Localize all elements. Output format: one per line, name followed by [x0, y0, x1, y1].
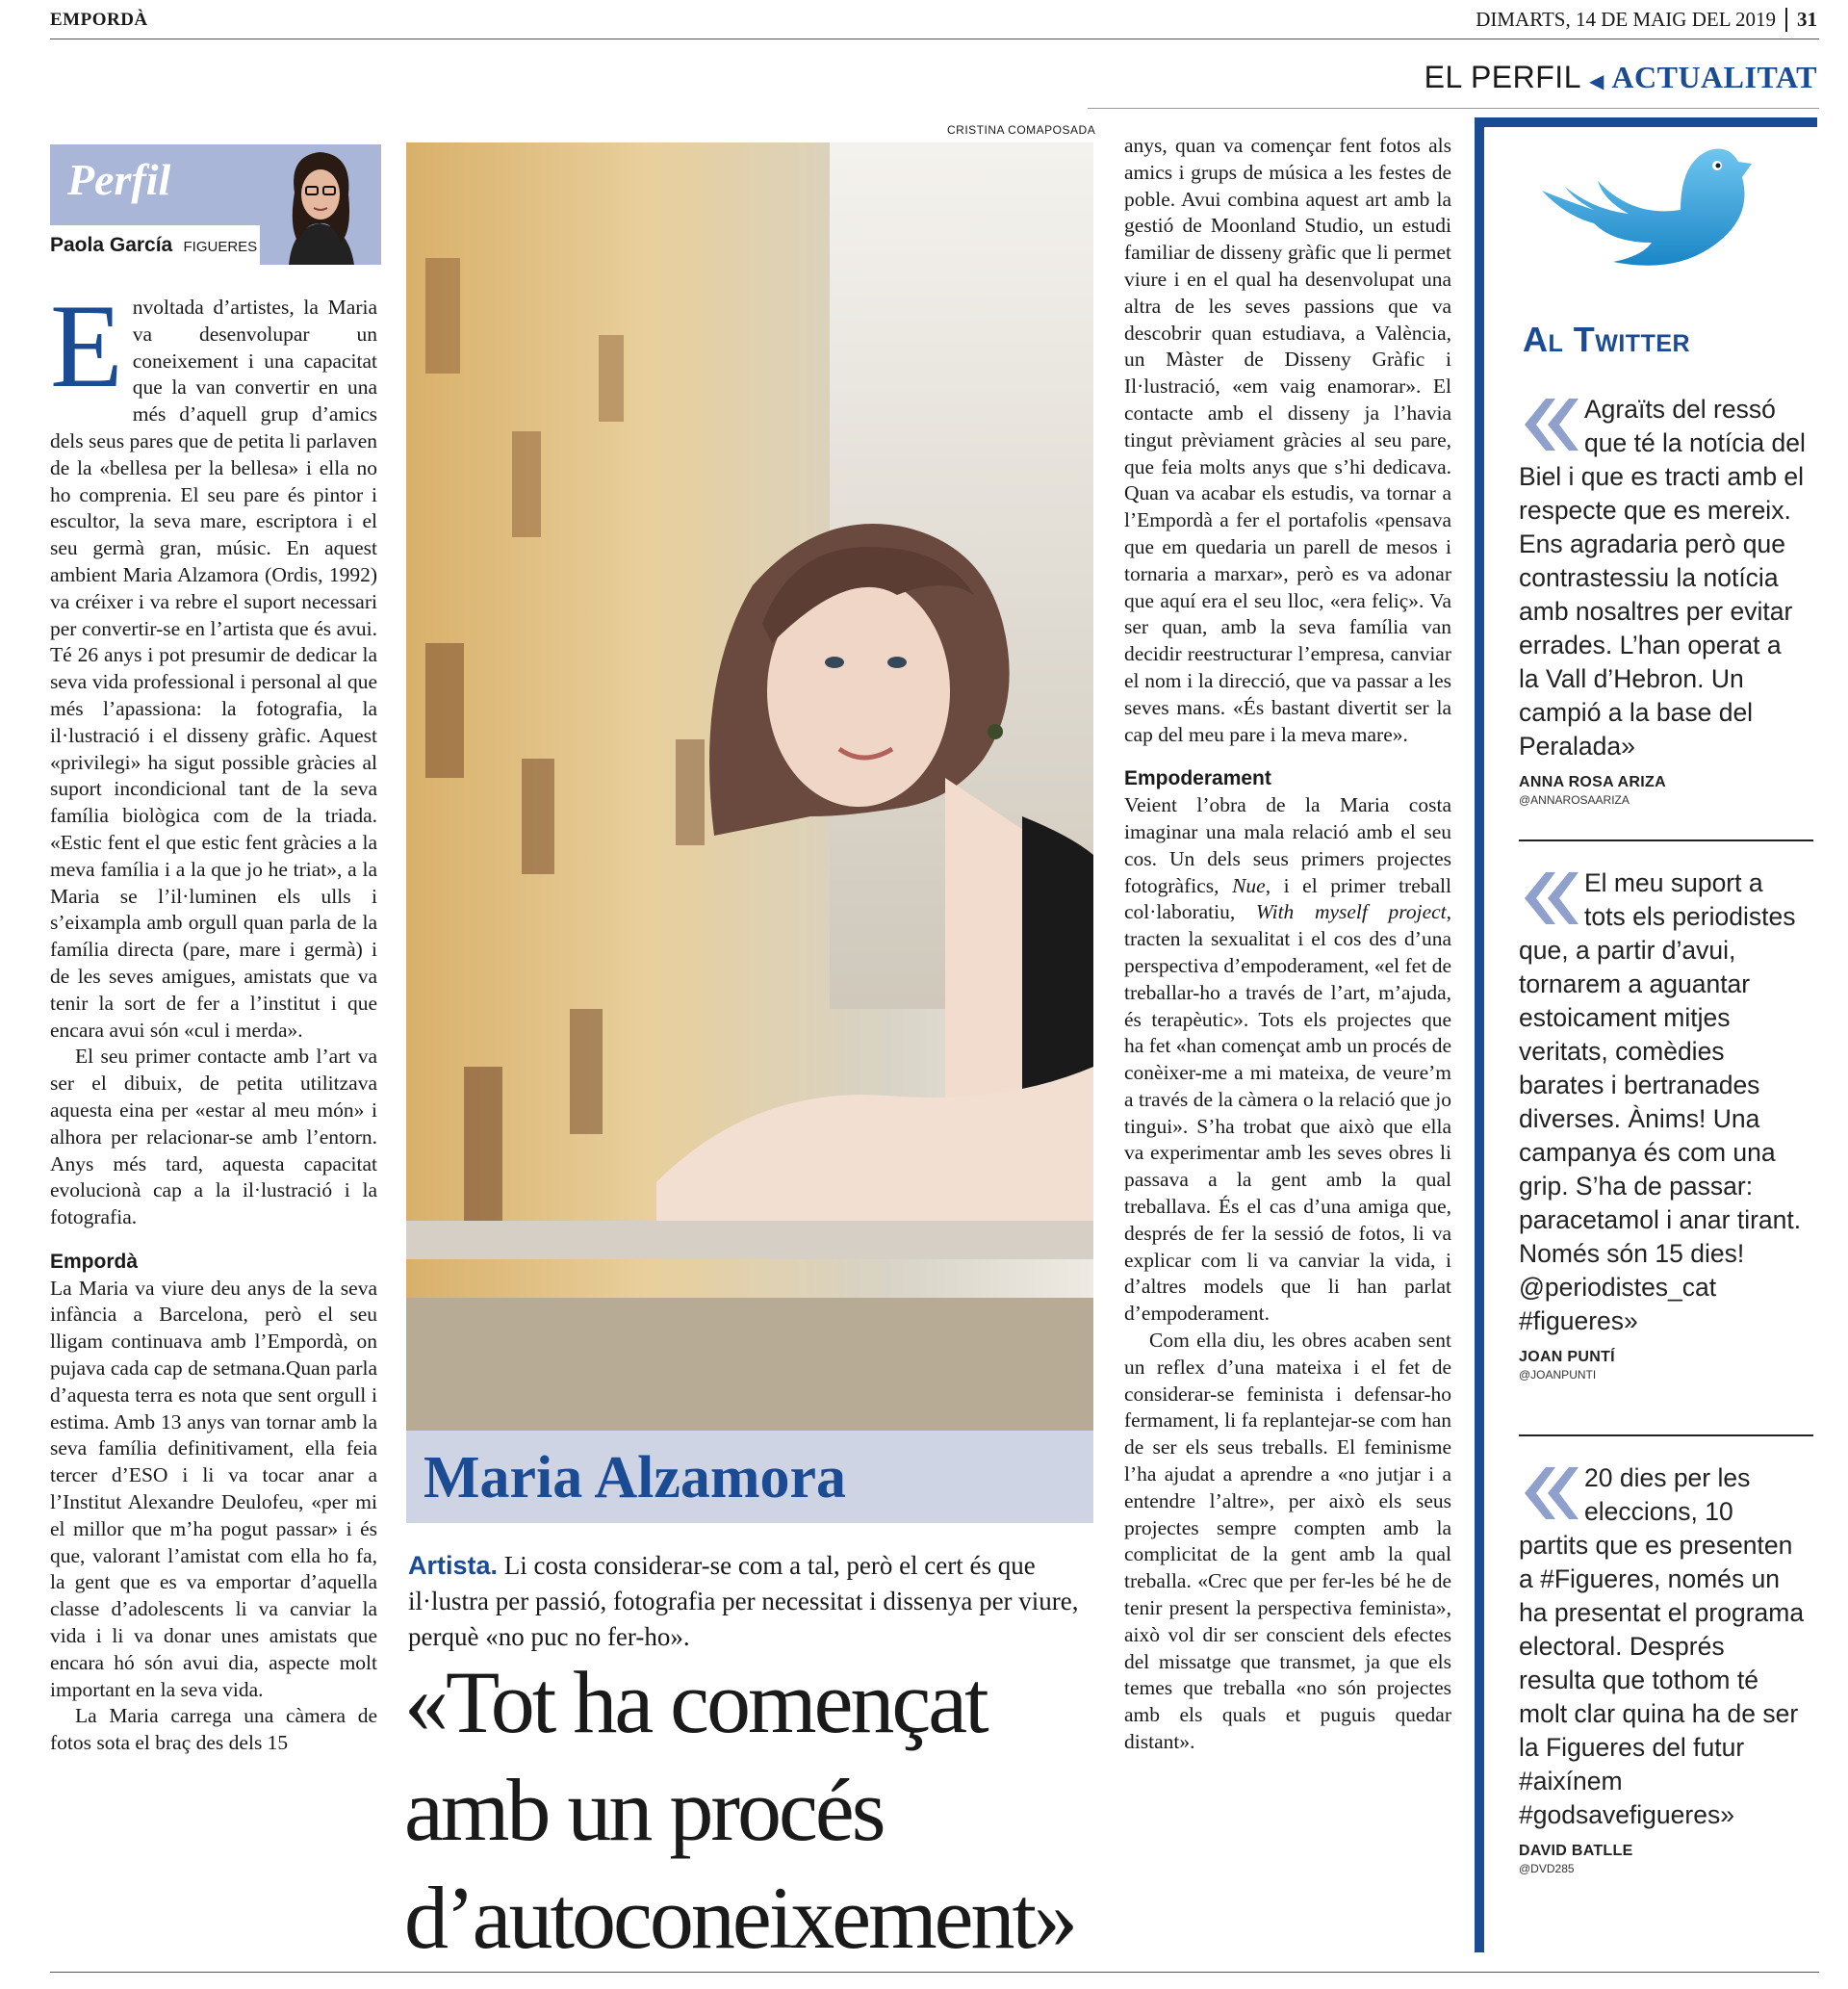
tweet [1519, 393, 1808, 808]
subheading: Empoderament [1124, 767, 1271, 790]
article-column-2 [1124, 133, 1451, 1962]
photo-caption-band [406, 1431, 1093, 1523]
text-run: , tracten la sexualitat i el cos des d’una perspectiva d’empoderament, «el fet de treballar-ho a través de l’art, m’ajuda, és terapèutic». Tots els projectes que ha fet «han començat amb un procés de conèixer-me a mi mateixa, de veure’m a través de la càmera o la relació que jo tingui». S’ha trobat que això que ella va experimentar amb les seves obres li passava a la gent amb la qual treballava. És el cas d’una amiga que, després de fer la sessió de fotos, li va explicar com li va canviar la vida, i d’altres models que li han parlat d’empoderament. [1124, 900, 1451, 1326]
paragraph [1124, 792, 1451, 1328]
twitter-bird-icon [1536, 142, 1754, 273]
byline [50, 233, 257, 257]
author-name: Paola García [50, 234, 173, 256]
page-number: 31 [1785, 8, 1817, 32]
text-run: Veient l’obra de la Maria costa imaginar una mala relació amb el seu cos. Un dels seus primers projectes fotogràfics, [1124, 793, 1451, 897]
project-title: With myself project [1255, 900, 1447, 924]
section-arrow-icon: ◀ [1588, 71, 1604, 92]
article-column-1 [50, 295, 377, 1984]
subject-name: Maria Alzamora [424, 1445, 847, 1511]
author-location: FIGUERES [183, 239, 258, 255]
tweet-handle: @JOANPUNTI [1519, 1368, 1597, 1382]
quote-mark-icon [1519, 1465, 1578, 1521]
sidebar-top-bar [1475, 117, 1817, 127]
tweet-divider [1519, 1434, 1813, 1436]
tweet-author: DAVID BATLLE [1519, 1843, 1633, 1859]
intro-body: Li costa considerar-se com a tal, però el cert és que il·lustra per passió, fotografia per necessitat i dissenya per viure, perquè «no puc no fer-ho». [408, 1551, 1079, 1651]
page-header-date [1476, 8, 1817, 32]
section-rule [1088, 108, 1819, 109]
photo-credit: CRISTINA COMAPOSADA [947, 123, 1096, 137]
section-heading [1424, 60, 1817, 95]
tweet-author: ANNA ROSA ARIZA [1519, 774, 1666, 790]
twitter-section-title: Al Twitter [1523, 320, 1691, 359]
intro-text [408, 1548, 1097, 1655]
tweet-author: JOAN PUNTÍ [1519, 1349, 1615, 1365]
tweet-handle: @DVD285 [1519, 1862, 1575, 1875]
publication-name: EMPORDÀ [50, 10, 148, 30]
issue-date: DIMARTS, 14 DE MAIG DEL 2019 [1476, 8, 1776, 31]
footer-rule [50, 1972, 1819, 1973]
intro-label: Artista. [408, 1551, 499, 1580]
paragraph: anys, quan va començar fent fotos als amics i grups de música a les festes de poble. Avui combina aquest art amb la gestió de Moonland Studio, un estudi familiar de disseny gràfic que li permet viure i en el qual ha desenvolupat una altra de les seves passions que va descobrir quan estudiava, a València, un Màster de Disseny Gràfic i Il·lustració, «em vaig enamorar». El contacte amb el disseny ja l’havia tingut prèviament gràcies al seu pare, que feia molts anys que s’hi dedicava. Quan va acabar els estudis, va tornar a l’Empordà a fer el portafolis «pensava que em quedaria un parell de mesos i tornaria a marxar», però es va adonar que aquí era el seu lloc, «era feliç». Va ser quan, amb la seva família van decidir reestructurar l’empresa, canviar el nom i la direcció, que va passar a les seves mans. «És bastant divertit ser la cap del meu pare i la meva mare». [1124, 134, 1451, 746]
tweet-divider [1519, 840, 1813, 841]
section-left: EL PERFIL [1424, 60, 1581, 94]
paragraph: El seu primer contacte amb l’art va ser el dibuix, de petita utilitzava aquesta eina per «estar al meu món» i alhora per relacionar-se amb l’entorn. Anys més tard, aquesta capacitat evolucionà cap a la il·lustració i la fotografia. [50, 1045, 377, 1229]
project-title: Nue [1232, 873, 1266, 897]
quote-line-3: d’autoconeixement» [404, 1869, 1076, 1967]
tweet-handle: @ANNAROSAARIZA [1519, 793, 1630, 807]
tweet-text: El meu suport a tots els periodistes que, a partir d’avui, tornarem a aguantar estoicament mitjes veritats, comèdies barates i bertranades diverses. Ànims! Una campanya és com una grip. S’ha de passar: paracetamol i anar tirant. Només són 15 dies! @periodistes_cat #figueres» [1519, 868, 1802, 1335]
quote-mark-icon [1519, 397, 1578, 452]
author-avatar [260, 135, 381, 265]
portrait-photo [406, 142, 1093, 1523]
tweet-text: 20 dies per les eleccions, 10 partits que es presenten a #Figueres, només un ha presentat el programa electoral. Després resulta que tothom té molt clar quina ha de ser la Figueres del futur #aixínem #godsavefigueres» [1519, 1463, 1805, 1829]
paragraph: Com ella diu, les obres acaben sent un reflex d’una mateixa i el fet de considerar-se feminista i defensar-ho fermament, li fa replantejar-se com han de ser els seus treballs. El feminisme l’ha ajudat a aprendre a «no jutjar i a entendre l’altre», per això els seus projectes sempre compten amb la complicitat de la gent amb la qual treballa. «Crec que per fer-les bé he de tenir present la perspectiva feminista», això vol dir ser conscient dels efectes del missatge que transmet, ja que els temes que treballa «no són projectes amb els quals et puguis quedar distant». [1124, 1329, 1451, 1754]
quote-line-1: «Tot ha començat [404, 1653, 987, 1751]
section-right: ACTUALITAT [1611, 60, 1817, 94]
quote-mark-icon [1519, 870, 1578, 926]
tweet-text: Agraïts del ressó que té la notícia del Biel i que es tracti amb el respecte que es mereix. Ens agradaria però que contrastessiu la notícia amb nosaltres per evitar errades. L’han operat a la Vall d’Hebron. Un campió a la base del Peralada» [1519, 395, 1806, 761]
paragraph: La Maria carrega una càmera de fotos sota el braç des dels 15 [50, 1704, 377, 1755]
quote-line-2: amb un procés [404, 1761, 884, 1859]
paragraph: nvoltada d’artistes, la Maria va desenvolupar un coneixement i una capacitat que la van convertir en una més d’aquell grup d’amics dels seus pares que de petita li parlaven de la «bellesa per la bellesa» i ella no ho comprenia. El seu pare és pintor i escultor, la seva mare, escriptora i el seu germà gran, músic. En aquest ambient Maria Alzamora (Ordis, 1992) va créixer i va rebre el suport necessari per convertir-se en l’artista que és avui. Té 26 anys i pot presumir de dedicar la seva vida professional i personal al que més l’apassiona: la fotografia, la il·lustració i el disseny gràfic. Aquest «privilegi» ha sigut possible gràcies al suport incondicional tant de la seva família biològica com de la triada. «Estic fent el que estic fent gràcies a la meva família i a la que jo he triat», a la Maria se l’il·luminen els ulls i s’eixampla amb orgull quan parla de la família directa (pare, mare i germà) i de les seves amigues, amistats que va tenir la sort de fer a l’institut i que encara avui són «cul i merda». [50, 296, 377, 1042]
drop-cap: E [50, 295, 123, 412]
pull-quote [404, 1648, 1136, 1972]
profile-label: Perfil [67, 155, 171, 204]
tweet [1519, 866, 1808, 1382]
tweet [1519, 1461, 1808, 1876]
sidebar-left-bar [1475, 117, 1484, 1952]
text-run: , i el primer treball col·laboratiu, [1124, 873, 1451, 924]
subheading: Empordà [50, 1250, 139, 1273]
paragraph: La Maria va viure deu anys de la seva infància a Barcelona, però el seu lligam continuava amb l’Empordà, on pujava cada cap de setmana.Quan parla d’aquesta terra es nota que sent orgull i estima. Amb 13 anys van tornar amb la seva família definitivament, ella feia tercer d’ESO i li va tocar anar a l’Institut Alexandre Deulofeu, «per mi el millor que m’ha pogut passar» i és que, valorant l’amistat com ella ho fa, la gent que es va emportar d’aquella classe d’adolescents li va canviar la vida i li va donar unes amistats que encara hó són avui dia, aspecte molt important en la seva vida. [50, 1276, 377, 1701]
